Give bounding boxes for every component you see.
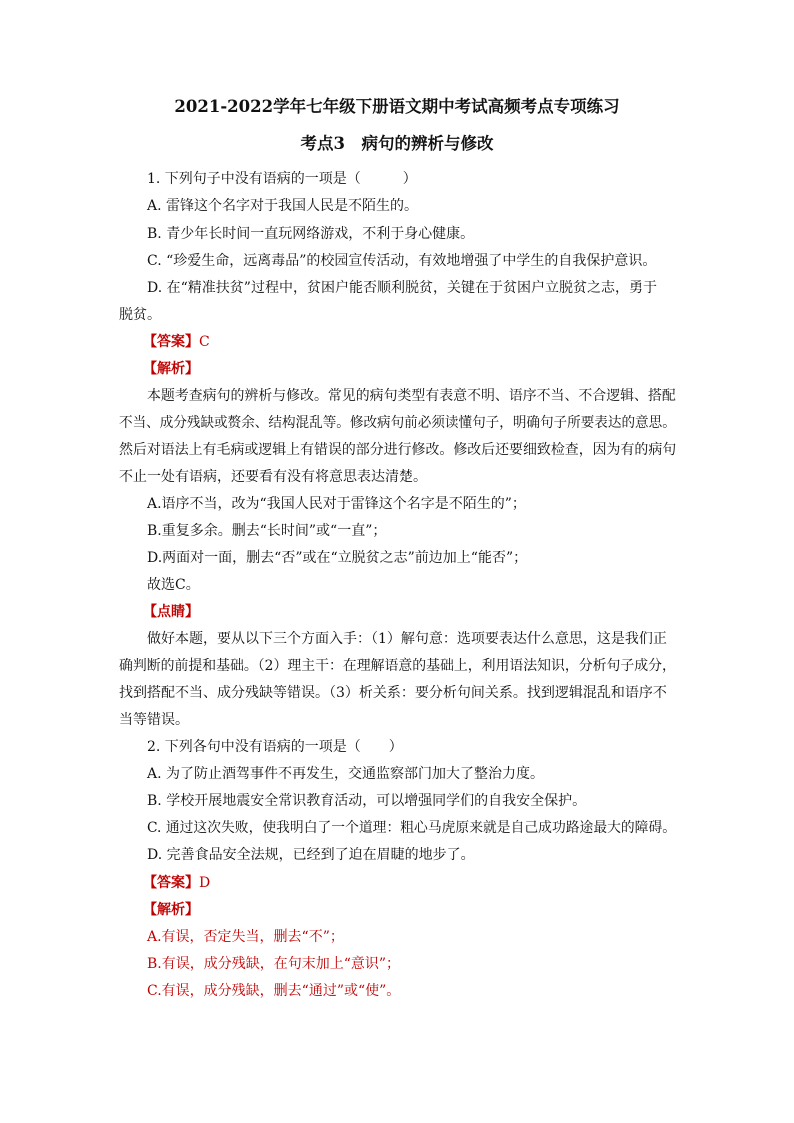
q1-tip-line1: 做好本题，要从以下三个方面入手：（1）解句意：选项要表达什么意思，这是我们正 [147, 631, 667, 647]
q1-analysis-label: 【解析】 [143, 361, 199, 377]
q1-option-d-line2: 脱贫。 [119, 307, 161, 323]
q2-fix-b: B.有误，成分残缺，在句末加上“意识”； [147, 956, 401, 972]
q2-stem: 2. 下列各句中没有语病的一项是（ ） [147, 739, 403, 755]
q1-tip-label: 【点睛】 [143, 604, 199, 620]
q1-tip-line2: 确判断的前提和基础。（2）理主干：在理解语意的基础上，利用语法知识，分析句子成分， [119, 658, 676, 674]
q1-analysis-line1: 本题考查病句的辨析与修改。常见的病句类型有表意不明、语序不当、不合逻辑、搭配 [147, 388, 676, 404]
q1-choose: 故选C。 [147, 577, 200, 593]
q2-answer-label: 【答案】 [143, 875, 199, 891]
q1-fix-b: B.重复多余。删去“长时间”或“一直”； [147, 523, 387, 539]
doc-title: 2021-2022学年七年级下册语文期中考试高频考点专项练习 [174, 97, 620, 116]
q1-option-b: B. 青少年长时间一直玩网络游戏，不利于身心健康。 [147, 226, 475, 242]
q1-fix-a: A.语序不当，改为“我国人民对于雷锋这个名字是不陌生的”； [147, 496, 526, 512]
q1-stem: 1. 下列句子中没有语病的一项是（ ） [147, 171, 417, 187]
q1-analysis-line4: 不止一处有语病，还要看有没有将意思表达清楚。 [119, 469, 427, 485]
q1-analysis-line3: 然后对语法上有毛病或逻辑上有错误的部分进行修改。修改后还要细致检查，因为有的病句 [119, 442, 677, 458]
doc-subtitle: 考点3 病句的辨析与修改 [300, 134, 494, 153]
q2-option-a: A. 为了防止酒驾事件不再发生，交通监察部门加大了整治力度。 [147, 766, 545, 782]
q1-answer-label: 【答案】 [143, 334, 199, 350]
q1-fix-d: D.两面对一面，删去“否”或在“立脱贫之志”前边加上“能否”； [147, 550, 528, 566]
q2-option-b: B. 学校开展地震安全常识教育活动，可以增强同学们的自我安全保护。 [147, 793, 587, 809]
q2-analysis-label: 【解析】 [143, 902, 199, 918]
q1-option-c: C. “珍爱生命，远离毒品”的校园宣传活动，有效地增强了中学生的自我保护意识。 [147, 253, 657, 269]
q2-fix-c: C.有误，成分残缺，删去“通过”或“使”。 [147, 983, 401, 999]
q2-fix-a: A.有误，否定失当，删去“不”； [147, 929, 344, 945]
q2-answer [143, 873, 210, 893]
q1-answer [143, 332, 210, 352]
q1-option-d-line1: D. 在“精准扶贫”过程中，贫困户能否顺利脱贫，关键在于贫困户立脱贫之志，勇于 [147, 280, 657, 296]
q1-tip-line4: 当等错误。 [119, 712, 189, 728]
q2-option-c: C. 通过这次失败，使我明白了一个道理：粗心马虎原来就是自己成功路途最大的障碍。 [147, 820, 677, 836]
q1-analysis-line2: 不当、成分残缺或赘余、结构混乱等。修改病句前必须读懂句子，明确句子所要表达的意思。 [119, 415, 676, 431]
q2-answer-value: D [199, 875, 211, 891]
q1-option-a: A. 雷锋这个名字对于我国人民是不陌生的。 [147, 198, 419, 214]
q1-answer-value: C [199, 334, 210, 350]
q2-option-d: D. 完善食品安全法规，已经到了迫在眉睫的地步了。 [147, 847, 475, 863]
q1-tip-line3: 找到搭配不当、成分残缺等错误。（3）析关系：要分析句间关系。找到逻辑混乱和语序不 [119, 685, 667, 701]
